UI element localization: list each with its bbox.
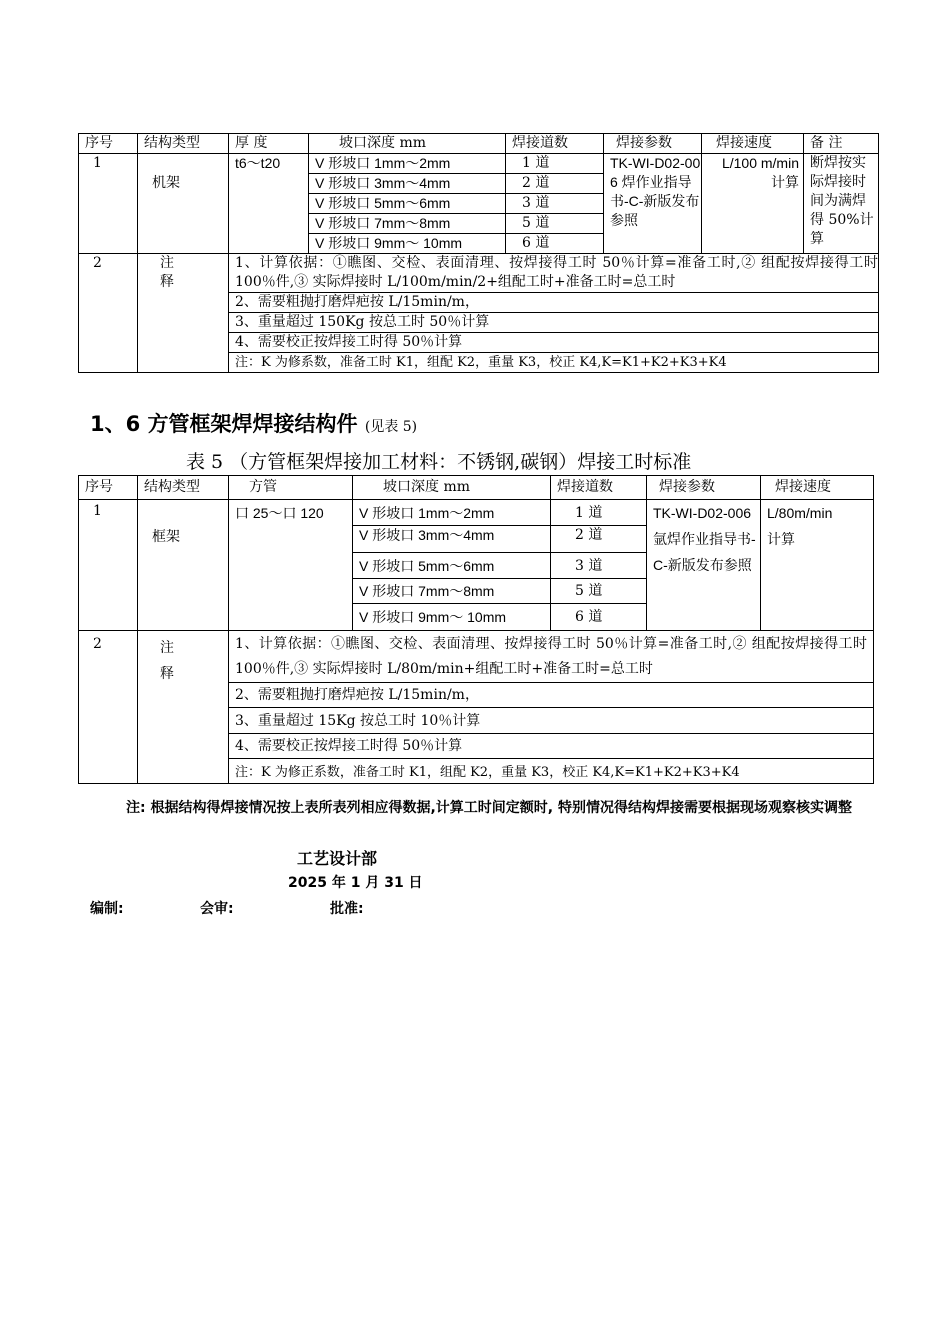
- type-cell: [138, 500, 229, 631]
- speed-cell: L/100 m/min 计算: [702, 154, 804, 254]
- header-cell: 焊接速度: [702, 134, 804, 154]
- notes-label-cell: 注 释: [138, 254, 229, 373]
- thickness-cell: t6～t20: [229, 154, 309, 254]
- header-cell: 结构类型: [138, 476, 229, 500]
- header-cell: 方管: [229, 476, 353, 500]
- bevel-cell: V 形坡口 7mm～8mm: [309, 214, 506, 234]
- seq-cell: 2: [79, 631, 138, 784]
- bevel-cell: V 形坡口 9mm～ 10mm: [309, 234, 506, 254]
- section-title-text: 1、6 方管框架焊焊接结构件: [90, 412, 358, 436]
- bevel-cell: V 形坡口 1mm～2mm: [353, 500, 551, 526]
- tube-cell: 口 25～口 120: [229, 500, 353, 631]
- type-cell: [138, 154, 229, 254]
- header-cell: 焊接参数: [647, 476, 761, 500]
- bevel-cell: V 形坡口 7mm～8mm: [353, 579, 551, 604]
- note-line: 注：K 为修系数，准备工时 K1，组配 K2，重量 K3，校正 K4,K=K1+K2+K3+K4: [229, 353, 879, 373]
- passes-cell: 3 道: [551, 553, 647, 579]
- passes-cell: 1 道: [551, 500, 647, 526]
- note-line: 4、需要校正按焊接工时得 50％计算: [229, 734, 874, 759]
- section-title: [90, 408, 417, 438]
- params-cell: TK-WI-D02-006 焊作业指导书-C-新版发布参照: [604, 154, 702, 254]
- table-header-row: [79, 134, 879, 154]
- table-row: [79, 154, 879, 174]
- header-cell: 焊接道数: [506, 134, 604, 154]
- header-cell: 序号: [79, 476, 138, 500]
- seq-cell: 1: [79, 500, 138, 631]
- passes-cell: 6 道: [506, 234, 604, 254]
- passes-cell: 5 道: [506, 214, 604, 234]
- note-line: 3、重量超过 150Kg 按总工时 50％计算: [229, 313, 879, 333]
- table-caption: 表 5 （方管框架焊接加工材料：不锈钢,碳钢）焊接工时标准: [186, 451, 692, 473]
- note-line: 4、需要校正按焊接工时得 50％计算: [229, 333, 879, 353]
- header-cell: 焊接参数: [604, 134, 702, 154]
- seq-cell: 2: [79, 254, 138, 373]
- table-header-row: [79, 476, 874, 500]
- bevel-cell: V 形坡口 3mm～4mm: [309, 174, 506, 194]
- bevel-cell: V 形坡口 9mm～ 10mm: [353, 604, 551, 631]
- passes-cell: 2 道: [551, 526, 647, 553]
- table-row: [79, 254, 879, 293]
- prepared-by-label: 编制:: [90, 901, 124, 917]
- seq-cell: 1: [79, 154, 138, 254]
- footnote-text: 注: 根据结构得焊接情况按上表所表列相应得数据,计算工时间定额时, 特别情况得结构焊接需要根据现场观察核实调整: [126, 800, 852, 816]
- section-ref: (见表 5): [364, 419, 418, 435]
- header-cell: 序号: [79, 134, 138, 154]
- table-row: [79, 631, 874, 683]
- passes-cell: 2 道: [506, 174, 604, 194]
- footnote: [90, 796, 880, 820]
- header-cell: 坡口深度 mm: [309, 134, 506, 154]
- type-label: 框架: [152, 529, 180, 545]
- bevel-cell: V 形坡口 5mm～6mm: [353, 553, 551, 579]
- passes-cell: 3 道: [506, 194, 604, 214]
- note-line: 2、需要粗抛打磨焊疤按 L/15min/m，: [229, 293, 879, 313]
- note-line: 注：K 为修正系数，准备工时 K1，组配 K2，重量 K3，校正 K4,K=K1+K2+K3+K4: [229, 759, 874, 784]
- params-cell: TK-WI-D02-006 氩焊作业指导书-C-新版发布参照: [647, 500, 761, 631]
- note-line: 2、需要粗抛打磨焊疤按 L/15min/m，: [229, 683, 874, 708]
- remark-cell: 断焊按实际焊接时间为满焊得 50%计算: [804, 154, 879, 254]
- reviewed-by-label: 会审:: [200, 901, 234, 917]
- passes-cell: 5 道: [551, 579, 647, 604]
- header-cell: 焊接道数: [551, 476, 647, 500]
- bevel-cell: V 形坡口 1mm～2mm: [309, 154, 506, 174]
- welding-table-frame: [78, 133, 879, 373]
- welding-table-tube-frame: [78, 475, 874, 784]
- note-line: 1、计算依据：①瞧图、交检、表面清理、按焊接得工时 50％计算=准备工时,② 组配按焊接得工时 100％件,③ 实际焊接时 L/80m/min+组配工时+准备工时=总工时: [229, 631, 874, 683]
- bevel-cell: V 形坡口 5mm～6mm: [309, 194, 506, 214]
- note-line: 1、计算依据：①瞧图、交检、表面清理、按焊接得工时 50％计算=准备工时,② 组配按焊接得工时 100％件,③ 实际焊接时 L/100m/min/2+组配工时+准备工时=总工时: [229, 254, 879, 293]
- bevel-cell: V 形坡口 3mm～4mm: [353, 526, 551, 553]
- department: 工艺设计部: [297, 849, 378, 868]
- speed-cell: L/80m/min 计算: [761, 500, 874, 631]
- table-row: [79, 500, 874, 526]
- header-cell: 备 注: [804, 134, 879, 154]
- approved-by-label: 批准:: [330, 901, 364, 917]
- passes-cell: 1 道: [506, 154, 604, 174]
- header-cell: 结构类型: [138, 134, 229, 154]
- header-cell: 厚 度: [229, 134, 309, 154]
- notes-label-cell: 注 释: [138, 631, 229, 784]
- type-label: 机架: [152, 175, 180, 191]
- note-line: 3、重量超过 15Kg 按总工时 10％计算: [229, 708, 874, 734]
- header-cell: 坡口深度 mm: [353, 476, 551, 500]
- document-date: 2025 年 1 月 31 日: [288, 875, 423, 891]
- header-cell: 焊接速度: [761, 476, 874, 500]
- passes-cell: 6 道: [551, 604, 647, 631]
